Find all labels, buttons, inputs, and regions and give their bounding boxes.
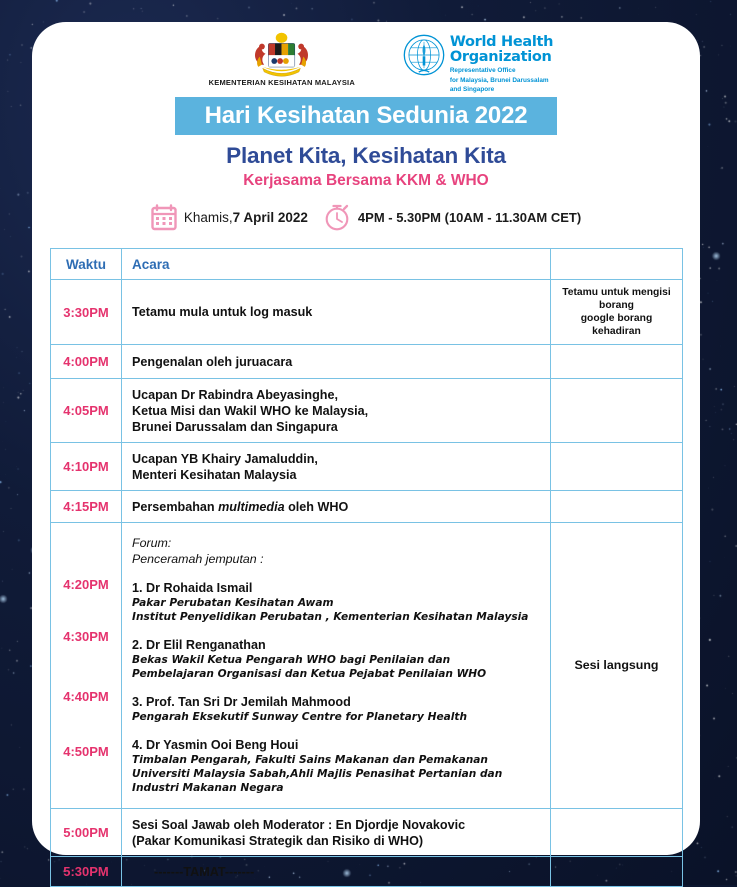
row-note bbox=[551, 491, 683, 523]
event-date-day: Khamis, bbox=[183, 209, 233, 225]
forum-heading-line1: Forum: bbox=[132, 536, 172, 550]
schedule-table-wrap bbox=[32, 234, 700, 887]
table-row bbox=[51, 857, 683, 887]
column-header-acara: Acara bbox=[122, 249, 551, 280]
row-note bbox=[551, 443, 683, 491]
row-event-line: Menteri Kesihatan Malaysia bbox=[132, 467, 297, 482]
row-note bbox=[551, 809, 683, 857]
row-event bbox=[122, 809, 551, 857]
row-note bbox=[551, 280, 683, 345]
row-event-italic: multimedia bbox=[218, 499, 285, 514]
page-subtitle-secondary: Kerjasama Bersama KKM & WHO bbox=[243, 172, 489, 189]
row-time: 4:15PM bbox=[51, 491, 122, 523]
row-time: 3:30PM bbox=[51, 280, 122, 345]
speaker-title-line: Timbalan Pengarah, Fakulti Sains Makanan dan Pemakanan bbox=[132, 754, 488, 766]
schedule-table bbox=[50, 248, 683, 887]
event-date-text bbox=[184, 210, 308, 225]
row-event bbox=[122, 379, 551, 443]
speaker-item bbox=[132, 637, 540, 681]
row-event bbox=[122, 443, 551, 491]
forum-time-4: 4:50PM bbox=[63, 744, 109, 759]
speaker-title-line: Pembelajaran Organisasi dan Ketua Pejabat Penilaian WHO bbox=[132, 668, 487, 680]
row-time: 4:10PM bbox=[51, 443, 122, 491]
page-title: Hari Kesihatan Sedunia 2022 bbox=[204, 102, 528, 129]
table-row-forum bbox=[51, 523, 683, 809]
speaker-item bbox=[132, 580, 540, 624]
logo-row bbox=[32, 22, 700, 94]
forum-times-cell bbox=[51, 523, 122, 809]
table-header-row bbox=[51, 249, 683, 280]
row-event-line: (Pakar Komunikasi Strategik dan Risiko di WHO) bbox=[132, 833, 424, 848]
speaker-item bbox=[132, 694, 540, 724]
forum-note: Sesi langsung bbox=[551, 523, 683, 809]
table-row bbox=[51, 345, 683, 379]
who-emblem-icon bbox=[403, 34, 445, 76]
forum-time-3: 4:40PM bbox=[63, 689, 109, 704]
who-wordmark bbox=[450, 34, 553, 94]
who-logo bbox=[403, 32, 553, 94]
speaker-title-line: Bekas Wakil Ketua Pengarah WHO bagi Penilaian dan bbox=[132, 654, 451, 666]
row-note-line1: Tetamu untuk mengisi borang bbox=[562, 287, 671, 311]
table-row bbox=[51, 379, 683, 443]
event-date-value: 7 April 2022 bbox=[232, 209, 308, 225]
speaker-title-line: Pengarah Eksekutif Sunway Centre for Planetary Health bbox=[132, 711, 468, 723]
row-event: -------TAMAT------- bbox=[122, 857, 551, 887]
row-note bbox=[551, 379, 683, 443]
speaker-name: 1. Dr Rohaida Ismail bbox=[132, 581, 253, 595]
column-header-waktu: Waktu bbox=[51, 249, 122, 280]
row-note-line2: google borang kehadiran bbox=[580, 313, 653, 337]
who-office-line1: Representative Office bbox=[449, 67, 516, 74]
speaker-name: 2. Dr Elil Renganathan bbox=[132, 638, 266, 652]
row-time: 4:05PM bbox=[51, 379, 122, 443]
speaker-item bbox=[132, 737, 540, 795]
calendar-icon bbox=[151, 204, 177, 231]
stopwatch-icon bbox=[324, 203, 351, 231]
who-office-line2: for Malaysia, Brunei Darussalam bbox=[449, 76, 549, 84]
speaker-name: 3. Prof. Tan Sri Dr Jemilah Mahmood bbox=[132, 695, 351, 709]
row-note bbox=[551, 345, 683, 379]
row-event-line: Ucapan Dr Rabindra Abeyasinghe, bbox=[132, 387, 338, 402]
row-note bbox=[551, 857, 683, 887]
forum-time-1: 4:20PM bbox=[63, 577, 109, 592]
forum-time-2: 4:30PM bbox=[63, 629, 109, 644]
event-time bbox=[324, 203, 581, 231]
poster-card bbox=[32, 22, 700, 879]
speaker-title-line: Industri Makanan Negara bbox=[132, 782, 284, 794]
page-subtitle: Planet Kita, Kesihatan Kita bbox=[226, 143, 506, 168]
forum-content-cell bbox=[122, 523, 551, 809]
row-event-line: Brunei Darussalam dan Singapura bbox=[132, 419, 338, 434]
row-time: 5:00PM bbox=[51, 809, 122, 857]
row-event bbox=[122, 491, 551, 523]
who-office-line3: and Singapore bbox=[449, 86, 495, 94]
kkm-caption: KEMENTERIAN KESIHATAN MALAYSIA bbox=[208, 78, 355, 87]
who-name-line1: World Health bbox=[449, 34, 554, 50]
speaker-title-line: Institut Penyelidikan Perubatan , Kementerian Kesihatan Malaysia bbox=[132, 611, 529, 623]
kkm-logo bbox=[179, 32, 385, 87]
table-row bbox=[51, 809, 683, 857]
who-name-line2: Organization bbox=[449, 49, 552, 65]
event-date bbox=[151, 204, 308, 231]
row-time: 5:30PM bbox=[51, 857, 122, 887]
malaysia-coat-of-arms-icon bbox=[238, 32, 325, 77]
table-row bbox=[51, 443, 683, 491]
row-event-line: Ucapan YB Khairy Jamaluddin, bbox=[132, 451, 318, 466]
row-event-prefix: Persembahan bbox=[132, 499, 219, 514]
row-time: 4:00PM bbox=[51, 345, 122, 379]
forum-times-list bbox=[61, 529, 111, 802]
row-event-line: Ketua Misi dan Wakil WHO ke Malaysia, bbox=[132, 403, 369, 418]
speaker-title-line: Pakar Perubatan Kesihatan Awam bbox=[132, 597, 334, 609]
title-banner bbox=[175, 97, 557, 135]
row-event: Tetamu mula untuk log masuk bbox=[122, 280, 551, 345]
column-header-note bbox=[551, 249, 683, 280]
event-time-text: 4PM - 5.30PM (10AM - 11.30AM CET) bbox=[357, 209, 582, 225]
row-event-suffix: oleh WHO bbox=[284, 499, 349, 514]
table-row bbox=[51, 491, 683, 523]
row-event: Pengenalan oleh juruacara bbox=[122, 345, 551, 379]
speaker-name: 4. Dr Yasmin Ooi Beng Houi bbox=[132, 738, 299, 752]
forum-heading-line2: Penceramah jemputan : bbox=[132, 551, 264, 566]
event-meta-row bbox=[32, 200, 700, 234]
table-row bbox=[51, 280, 683, 345]
row-event-line: Sesi Soal Jawab oleh Moderator : En Djordje Novakovic bbox=[132, 817, 466, 832]
speaker-title-line: Universiti Malaysia Sabah,Ahli Majlis Penasihat Pertanian dan bbox=[132, 768, 503, 780]
